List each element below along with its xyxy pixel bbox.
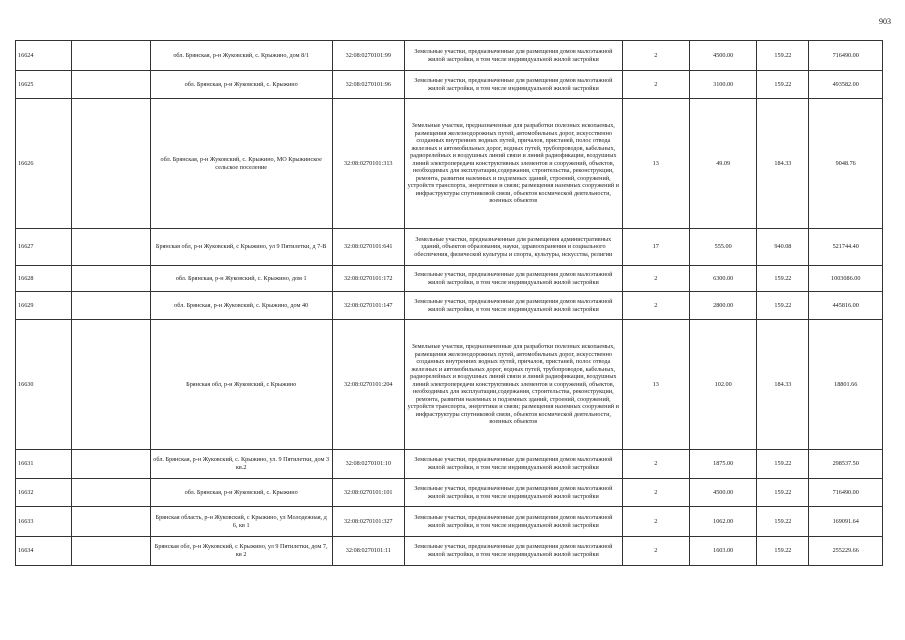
table-row [16,479,883,507]
cadastral-value-cell: 445816.00 [809,292,883,320]
land-use-cell: Земельные участки, предназначенные для размещения административных зданий, объектов образования, науки, здравоохранения и социального обеспечения, физической культуры и спорта, культуры, искусства, религии [405,229,623,266]
cadastral-number-cell: 32:08:0270101:96 [332,71,405,99]
cadastral-value-cell: 298537.50 [809,450,883,479]
address-cell: обл. Брянская, р-н Жуковский, с. Крыжино [150,71,332,99]
empty-cell [72,320,151,450]
land-use-cell: Земельные участки, предназначенные для размещения домов малоэтажной жилой застройки, в том числе индивидуальной жилой застройки [405,41,623,71]
table-row [16,292,883,320]
address-cell: обл. Брянская, р-н Жуковский, с. Крыжино, дом 8/1 [150,41,332,71]
category-cell: 2 [622,41,689,71]
table-row [16,507,883,537]
cadastral-value-cell: 169091.64 [809,507,883,537]
empty-cell [72,266,151,292]
address-cell: Брянская обл, р-н Жуковский, с Крыжино [150,320,332,450]
row-number: 16627 [16,229,72,266]
land-use-cell: Земельные участки, предназначенные для размещения домов малоэтажной жилой застройки, в том числе индивидуальной жилой застройки [405,537,623,566]
address-cell: обл. Брянская, р-н Жуковский, с. Крыжино, дом 1 [150,266,332,292]
table-row [16,41,883,71]
cadastral-number-cell: 32:08:0270101:327 [332,507,405,537]
address-cell: Брянская обл, р-н Жуковский, с Крыжино, ул 9 Пятилетки, дом 7, кв 2 [150,537,332,566]
address-cell: Брянская обл, р-н Жуковский, с Крыжино, ул 9 Пятилетки, д 7-В [150,229,332,266]
page-number: 903 [879,17,891,26]
row-number: 16624 [16,41,72,71]
empty-cell [72,292,151,320]
land-use-cell: Земельные участки, предназначенные для размещения домов малоэтажной жилой застройки, в том числе индивидуальной жилой застройки [405,507,623,537]
area-cell: 1062.00 [689,507,756,537]
cadastral-number-cell: 32:08:0270101:11 [332,537,405,566]
address-cell: обл. Брянская, р-н Жуковский, с. Крыжино [150,479,332,507]
land-use-cell: Земельные участки, предназначенные для размещения домов малоэтажной жилой застройки, в том числе индивидуальной жилой застройки [405,292,623,320]
cadastral-value-cell: 521744.40 [809,229,883,266]
table-row [16,71,883,99]
empty-cell [72,479,151,507]
cadastral-value-cell: 1003086.00 [809,266,883,292]
land-use-cell: Земельные участки, предназначенные для размещения домов малоэтажной жилой застройки, в том числе индивидуальной жилой застройки [405,71,623,99]
rate-cell: 159.22 [757,479,809,507]
empty-cell [72,537,151,566]
cadastral-value-table [15,40,883,566]
rate-cell: 159.22 [757,537,809,566]
cadastral-number-cell: 32:08:0270101:101 [332,479,405,507]
rate-cell: 184.33 [757,320,809,450]
cadastral-value-cell: 716490.00 [809,479,883,507]
area-cell: 6300.00 [689,266,756,292]
cadastral-number-cell: 32:08:0270101:313 [332,99,405,229]
empty-cell [72,99,151,229]
table-row [16,99,883,229]
row-number: 16630 [16,320,72,450]
area-cell: 2800.00 [689,292,756,320]
table-row [16,537,883,566]
category-cell: 2 [622,450,689,479]
category-cell: 2 [622,479,689,507]
category-cell: 2 [622,537,689,566]
category-cell: 2 [622,507,689,537]
category-cell: 17 [622,229,689,266]
address-cell: Брянская область, р-н Жуковский, с Крыжино, ул Молодежная, д 6, кв 1 [150,507,332,537]
cadastral-number-cell: 32:08:0270101:147 [332,292,405,320]
area-cell: 102.00 [689,320,756,450]
land-use-cell: Земельные участки, предназначенные для размещения домов малоэтажной жилой застройки, в том числе индивидуальной жилой застройки [405,479,623,507]
cadastral-number-cell: 32:08:0270101:641 [332,229,405,266]
rate-cell: 159.22 [757,266,809,292]
empty-cell [72,71,151,99]
cadastral-number-cell: 32:08:0270101:204 [332,320,405,450]
row-number: 16626 [16,99,72,229]
rate-cell: 159.22 [757,41,809,71]
empty-cell [72,41,151,71]
area-cell: 1875.00 [689,450,756,479]
area-cell: 3100.00 [689,71,756,99]
cadastral-number-cell: 32:08:0270101:99 [332,41,405,71]
cadastral-value-cell: 716490.00 [809,41,883,71]
row-number: 16633 [16,507,72,537]
rate-cell: 159.22 [757,292,809,320]
row-number: 16634 [16,537,72,566]
table-row [16,266,883,292]
land-use-cell: Земельные участки, предназначенные для разработки полезных ископаемых, размещения железнодорожных путей, автомобильных дорог, искусственно созданных внутренних водных путей, причалов, пристаней, полос отвода железных и автомобильных дорог, водных путей, трубопроводов, кабельных, радиорелейных и воздушных линий связи и линий радиофикации, воздушных линий электропередачи конструктивных элементов и сооружений, объектов, необходимых для эксплуатации,содержания, строительства, реконструкции, ремонта, развития наземных и подземных зданий, строений, сооружений, устройств транспорта, энергетики и связи; размещения наземных сооружений и инфраструктуры спутниковой связи, объектов космической деятельности, военных объектов [405,320,623,450]
row-number: 16628 [16,266,72,292]
category-cell: 2 [622,292,689,320]
area-cell: 4500.00 [689,41,756,71]
area-cell: 1603.00 [689,537,756,566]
rate-cell: 940.08 [757,229,809,266]
cadastral-value-cell: 9048.76 [809,99,883,229]
rate-cell: 159.22 [757,507,809,537]
land-use-cell: Земельные участки, предназначенные для размещения домов малоэтажной жилой застройки, в том числе индивидуальной жилой застройки [405,266,623,292]
land-use-cell: Земельные участки, предназначенные для размещения домов малоэтажной жилой застройки, в том числе индивидуальной жилой застройки [405,450,623,479]
rate-cell: 159.22 [757,450,809,479]
address-cell: обл. Брянская, р-н Жуковский, с. Крыжино, МО Крыжинское сельское поселение [150,99,332,229]
table-row [16,229,883,266]
cadastral-number-cell: 32:08:0270101:10 [332,450,405,479]
area-cell: 4500.00 [689,479,756,507]
area-cell: 49.09 [689,99,756,229]
category-cell: 2 [622,71,689,99]
category-cell: 2 [622,266,689,292]
address-cell: обл. Брянская, р-н Жуковский, с. Крыжино, ул. 9 Пятилетки, дом 3 кв.2 [150,450,332,479]
empty-cell [72,507,151,537]
table-row [16,450,883,479]
cadastral-value-cell: 493582.00 [809,71,883,99]
rate-cell: 159.22 [757,71,809,99]
row-number: 16625 [16,71,72,99]
address-cell: обл. Брянская, р-н Жуковский, с. Крыжино, дом 40 [150,292,332,320]
empty-cell [72,229,151,266]
rate-cell: 184.33 [757,99,809,229]
land-use-cell: Земельные участки, предназначенные для разработки полезных ископаемых, размещения железнодорожных путей, автомобильных дорог, искусственно созданных внутренних водных путей, причалов, пристаней, полос отвода железных и автомобильных дорог, водных путей, трубопроводов, кабельных, радиорелейных и воздушных линий связи и линий радиофикации, воздушных линий электропередачи конструктивных элементов и сооружений, объектов, необходимых для эксплуатации,содержания, строительства, реконструкции, ремонта, развития наземных и подземных зданий, строений, сооружений, устройств транспорта, энергетики и связи; размещения наземных сооружений и инфраструктуры спутниковой связи, объектов космической деятельности, военных объектов [405,99,623,229]
cadastral-number-cell: 32:08:0270101:172 [332,266,405,292]
cadastral-value-cell: 18801.66 [809,320,883,450]
table-row [16,320,883,450]
row-number: 16632 [16,479,72,507]
row-number: 16631 [16,450,72,479]
row-number: 16629 [16,292,72,320]
cadastral-value-cell: 255229.66 [809,537,883,566]
category-cell: 13 [622,320,689,450]
empty-cell [72,450,151,479]
area-cell: 555.00 [689,229,756,266]
category-cell: 13 [622,99,689,229]
